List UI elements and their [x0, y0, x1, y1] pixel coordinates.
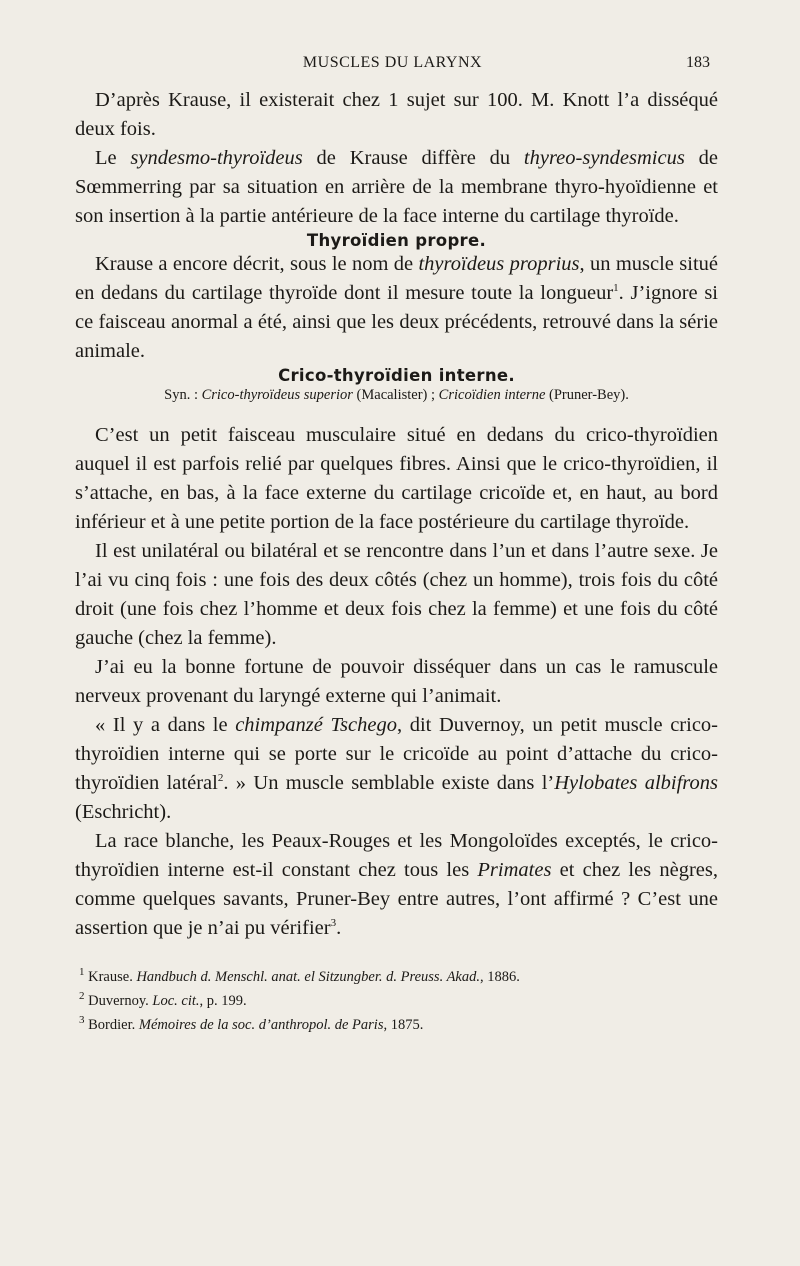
footnote-number: 1	[79, 966, 85, 979]
text-run: . J’ignore si ce faisceau anormal a été, ainsi que les deux précédents, retrouvé dans la série animale.	[75, 282, 718, 362]
footnote-1	[75, 967, 718, 987]
text-run: .	[336, 917, 342, 939]
italic-term: Hylobates albifrons	[554, 772, 718, 794]
text-run: , p. 199.	[199, 993, 247, 1009]
paragraph-thyroideus-proprius	[75, 250, 718, 366]
paragraph-race-question	[75, 827, 718, 943]
text-run: de Sœmmerring par sa situation en arrière de la membrane thyro-hyoïdienne et son insertion à la partie antérieure de la face interne du cartilage thyroïde.	[75, 147, 718, 227]
text-run: La race blanche, les Peaux-Rouges et les Mongoloïdes exceptés, le crico-thyroïdien interne est-il constant chez tous les	[75, 830, 718, 881]
paragraph-description: C’est un petit faisceau musculaire situé en dedans du crico-thyroïdien auquel il est parfois relié par quelques fibres. Ainsi que le crico-thyroïdien, il s’attache, en bas, à la face externe du cartilage cricoïde et, en haut, au bord inférieur et à une petite portion de la face postérieure du cartilage thyroïde.	[75, 424, 718, 533]
italic-term: thyroïdeus proprius	[418, 253, 580, 275]
footnotes	[75, 967, 718, 1035]
section-heading-thyroidien-propre: Thyroïdien propre.	[306, 231, 487, 250]
page-number: 183	[686, 54, 710, 71]
footnote-2	[75, 991, 718, 1011]
text-run: , 1875.	[383, 1017, 424, 1033]
paragraph-krause-frequency: D’après Krause, il existerait chez 1 sujet sur 100. M. Knott l’a disséqué deux fois.	[75, 89, 718, 140]
text-run: , un muscle situé en dedans du cartilage thyroïde dont il mesure toute la longueur	[75, 253, 718, 304]
synonyms-line	[75, 385, 718, 405]
text-run: Syn. :	[164, 387, 202, 403]
text-run: , 1886.	[480, 969, 520, 985]
text-run: (Pruner-Bey).	[545, 387, 629, 403]
footnote-number: 2	[79, 990, 85, 1003]
italic-term: chimpanzé Tschego	[235, 714, 397, 736]
page-header	[75, 54, 710, 80]
text-run: (Eschricht).	[75, 801, 172, 823]
running-title: MUSCLES DU LARYNX	[302, 54, 483, 71]
text-run: , dit Duvernoy, un petit muscle crico-thyroïdien interne qui se porte sur le cricoïde au point d’attache du crico-thyroïdien latéral	[75, 714, 718, 794]
italic-term: thyreo-syndesmicus	[523, 147, 685, 169]
footnote-3	[75, 1015, 718, 1035]
paragraph-duvernoy-quote	[75, 711, 718, 827]
text-run: et chez les nègres, comme quelques savants, Pruner-Bey entre autres, l’ont affirmé ? C’est une assertion que je n’ai pu vérifier	[75, 859, 718, 939]
text-run: Bordier.	[84, 1017, 139, 1033]
footnote-number: 3	[79, 1014, 85, 1027]
text-run: Duvernoy.	[84, 993, 153, 1009]
italic-title: Mémoires de la soc. d’anthropol. de Paris	[138, 1017, 384, 1033]
text-run: (Macalister) ;	[352, 387, 439, 403]
italic-term: syndesmo-thyroïdeus	[130, 147, 303, 169]
text-run: de Krause diffère du	[302, 147, 524, 169]
page-content	[75, 86, 718, 1039]
paragraph-syndesmo-thyroideus	[75, 144, 718, 231]
italic-title: Loc. cit.	[152, 993, 200, 1009]
section-heading-crico-thyroidien-interne: Crico-thyroïdien interne.	[278, 366, 515, 385]
text-run: Krause.	[84, 969, 137, 985]
footnote-ref: 1	[613, 282, 619, 295]
italic-term: Crico-thyroïdeus superior	[201, 387, 353, 403]
text-run: . » Un muscle semblable existe dans l’	[223, 772, 555, 794]
footnote-ref: 3	[330, 917, 337, 930]
text-run: Krause a encore décrit, sous le nom de	[95, 253, 419, 275]
paragraph-innervation: J’ai eu la bonne fortune de pouvoir disséquer dans un cas le ramuscule nerveux provenant du laryngé externe qui l’animait.	[75, 656, 718, 707]
italic-term: Primates	[477, 859, 552, 881]
text-run: Le	[95, 147, 131, 169]
italic-term: Cricoïdien interne	[438, 387, 546, 403]
italic-title: Handbuch d. Menschl. anat. el Sitzungber. d. Preuss. Akad.	[136, 969, 480, 985]
footnote-ref: 2	[217, 772, 224, 785]
paragraph-occurrence: Il est unilatéral ou bilatéral et se rencontre dans l’un et dans l’autre sexe. Je l’ai vu cinq fois : une fois des deux côtés (chez un homme), trois fois du côté droit (une fois chez l’homme et deux fois chez la femme) et une fois du côté gauche (chez la femme).	[75, 540, 718, 649]
text-run: « Il y a dans le	[95, 714, 236, 736]
